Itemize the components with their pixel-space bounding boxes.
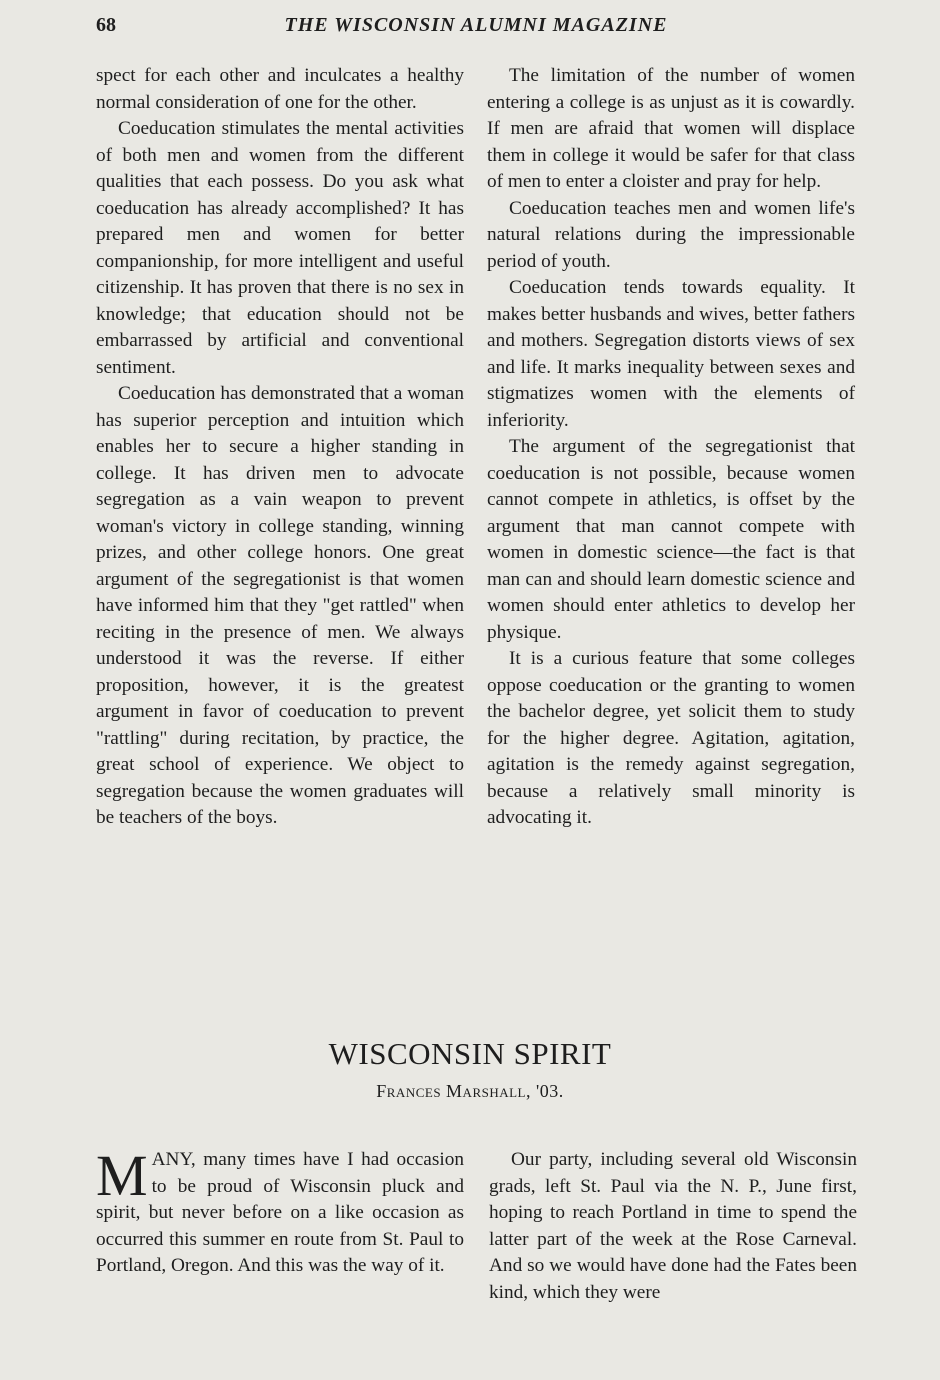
paragraph: Coeducation teaches men and women life's natural relations during the impressionable period of youth. [487, 197, 855, 272]
right-column [487, 63, 855, 832]
first-word-rest: ANY, [151, 1149, 196, 1170]
left-column [96, 63, 464, 832]
drop-cap: M [96, 1143, 148, 1208]
page-number: 68 [96, 14, 116, 36]
paragraph: Coeducation stimulates the mental activities of both men and women from the different qualities that each possess. Do you ask what coeducation has already accomplished? It has prepared men and women for better companionship, for more intelligent and useful citizenship. It has proven that there is no sex in knowledge; that education should not be embarrassed by artificial and conventional sentiment. [96, 118, 464, 378]
article-left-column [96, 1143, 464, 1280]
article-byline: Frances Marshall, '03. [376, 1081, 564, 1101]
paragraph: The limitation of the number of women entering a college is as unjust as it is cowardly. If men are afraid that women will displace them in college it would be safer for that class of men to enter a cloister and pray for help. [487, 65, 855, 192]
opening-text: many times have I had occasion to be proud of Wisconsin pluck and spirit, but never before on a like occasion as occurred this summer en route from St. Paul to Portland, Oregon. And this was the way of it. [96, 1149, 464, 1276]
article-opening-paragraph [96, 1143, 464, 1280]
paragraph: Coeducation has demonstrated that a woman has superior perception and intuition which enables her to secure a higher standing in college. It has driven men to advocate segregation as a vain weapon to prevent woman's victory in college standing, winning prizes, and other college honors. One great argument of the segregationist is that women have informed him that they "get rattled" when reciting in the presence of men. We always understood it was the reverse. If either proposition, however, it is the greatest argument in favor of coeducation to prevent "rattling" during recitation, by practice, the great school of experience. We object to segregation because the women graduates will be teachers of the boys. [96, 383, 464, 828]
running-title: THE WISCONSIN ALUMNI MAGAZINE [284, 14, 668, 36]
paragraph: The argument of the segregationist that coeducation is not possible, because women cannot compete in athletics, is offset by the argument that man cannot compete with women in domestic science—the fact is that man can and should learn domestic science and women should enter athletics to develop her physique. [487, 436, 855, 643]
paragraph: It is a curious feature that some colleges oppose coeducation or the granting to women the bachelor degree, yet solicit them to study for the higher degree. Agitation, agitation, agitation is the remedy against segregation, because a relatively small minority is advocating it. [487, 648, 855, 828]
page-header [96, 14, 856, 44]
paragraph: spect for each other and inculcates a healthy normal consideration of one for the other. [96, 65, 464, 113]
article-right-column [489, 1147, 857, 1306]
paragraph: Coeducation tends towards equality. It makes better husbands and wives, better fathers and mothers. Segregation distorts views of sex and life. It marks inequality between sexes and stigmatizes women with the elements of inferiority. [487, 277, 855, 431]
paragraph: Our party, including several old Wisconsin grads, left St. Paul via the N. P., June first, hoping to reach Portland in time to spend the latter part of the week at the Rose Carneval. And so we would have done had the Fates been kind, which they were [489, 1149, 857, 1303]
article-title: WISCONSIN SPIRIT [328, 1036, 612, 1071]
